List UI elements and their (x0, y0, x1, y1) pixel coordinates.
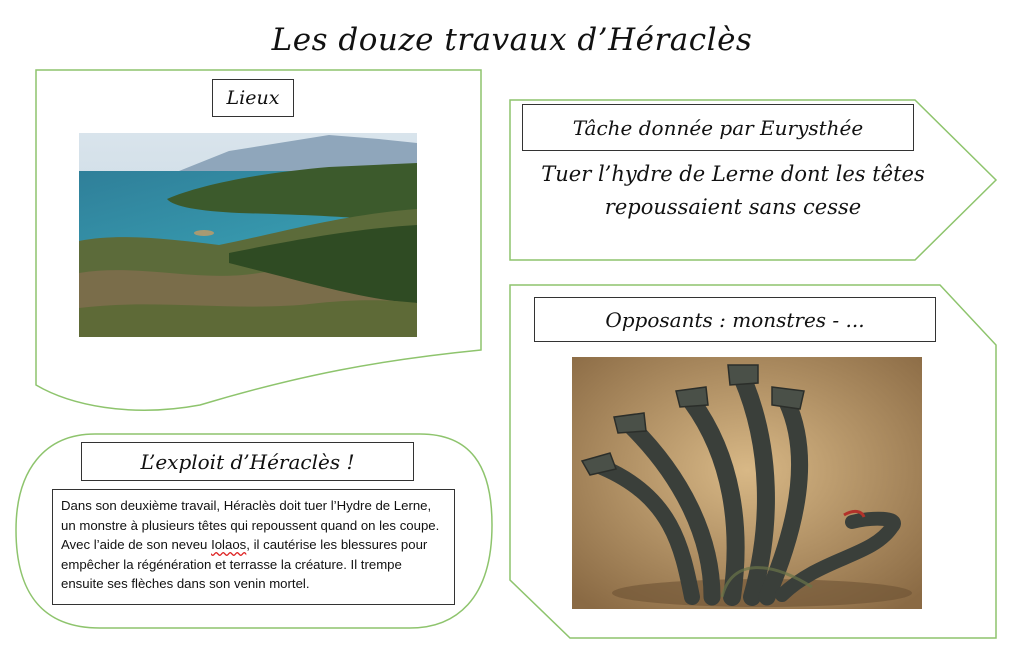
exploit-text-after: , il cautérise les blessures pour empêcher la régénération et terrasse la créature. Il trempe ensuite ses flèches dans son venin mortel. (61, 537, 428, 591)
coastal-landscape-photo (79, 133, 417, 337)
spellcheck-word: Iolaos (211, 537, 247, 552)
tache-text: Tuer l’hydre de Lerne dont les têtes repoussaient sans cesse (541, 162, 925, 219)
exploit-label: L’exploit d’Héraclès ! (81, 442, 414, 481)
opposants-label: Opposants : monstres - ... (534, 297, 936, 342)
page-title: Les douze travaux d’Héraclès (271, 22, 753, 58)
lieux-label: Lieux (212, 79, 294, 117)
exploit-text-before: Dans son deuxième travail, Héraclès doit tuer l’Hydre de Lerne, un monstre à plusieurs têtes qui repoussent quand on les coupe. Avec l’aide de son neveu (61, 498, 440, 552)
hydra-illustration (572, 357, 922, 609)
exploit-text-box (52, 489, 455, 605)
tache-label: Tâche donnée par Eurysthée (522, 104, 914, 151)
